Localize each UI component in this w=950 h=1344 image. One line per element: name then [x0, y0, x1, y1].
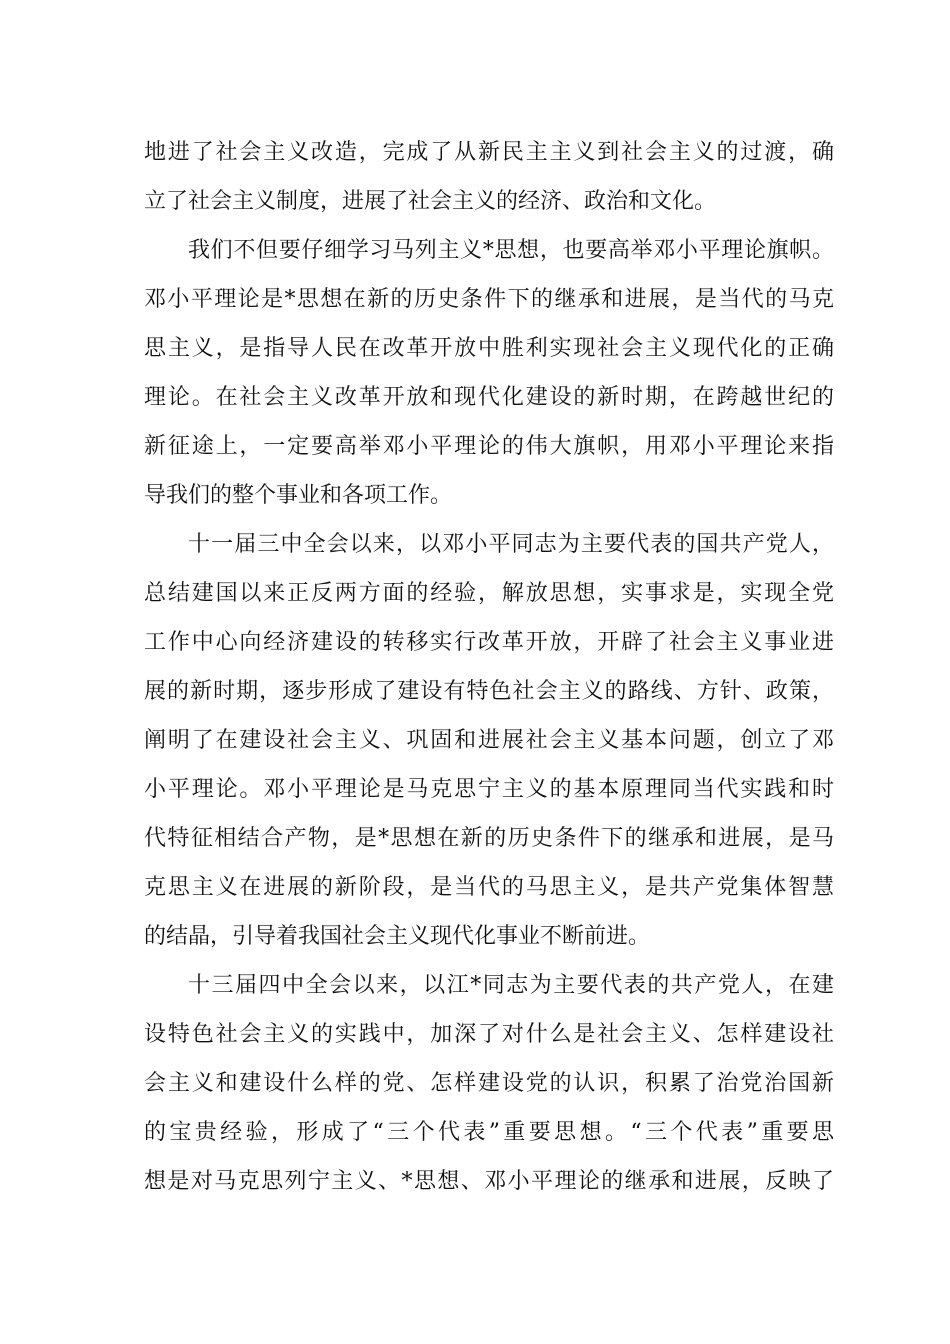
text-line: 想是对马克思列宁主义、*思想、邓小平理论的继承和进展，反映了	[144, 1169, 834, 1194]
text-line: 立了社会主义制度，进展了社会主义的经济、政治和文化。	[144, 189, 717, 214]
text-line: 克思主义在进展的新阶段，是当代的马思主义，是共产党集体智慧	[144, 875, 834, 900]
paragraph-first-line: 我们不但要仔细学习马列主义*思想，也要高举邓小平理论旗帜。	[188, 238, 834, 263]
text-line: 阐明了在建设社会主义、巩固和进展社会主义基本问题，创立了邓	[144, 728, 834, 753]
text-line: 思主义，是指导人民在改革开放中胜利实现社会主义现代化的正确	[144, 336, 834, 361]
text-line: 理论。在社会主义改革开放和现代化建设的新时期，在跨越世纪的	[144, 385, 834, 410]
text-line: 工作中心向经济建设的转移实行改革开放，开辟了社会主义事业进	[144, 630, 834, 655]
text-line: 的结晶，引导着我国社会主义现代化事业不断前进。	[144, 924, 651, 949]
text-line: 代特征相结合产物，是*思想在新的历史条件下的继承和进展，是马	[144, 826, 834, 851]
text-line: 新征途上，一定要高举邓小平理论的伟大旗帜，用邓小平理论来指	[144, 434, 834, 459]
text-line: 小平理论。邓小平理论是马克思宁主义的基本原理同当代实践和时	[144, 777, 834, 802]
text-line: 的宝贵经验，形成了“三个代表”重要思想。“三个代表”重要思	[144, 1120, 834, 1145]
text-line: 导我们的整个事业和各项工作。	[144, 483, 453, 508]
text-line: 会主义和建设什么样的党、怎样建设党的认识，积累了治党治国新	[144, 1071, 834, 1096]
paragraph-first-line: 十一届三中全会以来，以邓小平同志为主要代表的国共产党人，	[188, 532, 834, 557]
text-line: 展的新时期，逐步形成了建设有特色社会主义的路线、方针、政策，	[144, 679, 834, 704]
paragraph-first-line: 十三届四中全会以来，以江*同志为主要代表的共产党人，在建	[188, 973, 834, 998]
text-line: 设特色社会主义的实践中，加深了对什么是社会主义、怎样建设社	[144, 1022, 834, 1047]
text-line: 邓小平理论是*思想在新的历史条件下的继承和进展，是当代的马克	[144, 287, 834, 312]
text-line: 地进了社会主义改造，完成了从新民主主义到社会主义的过渡，确	[144, 140, 834, 165]
text-line: 总结建国以来正反两方面的经验，解放思想，实事求是，实现全党	[144, 581, 834, 606]
